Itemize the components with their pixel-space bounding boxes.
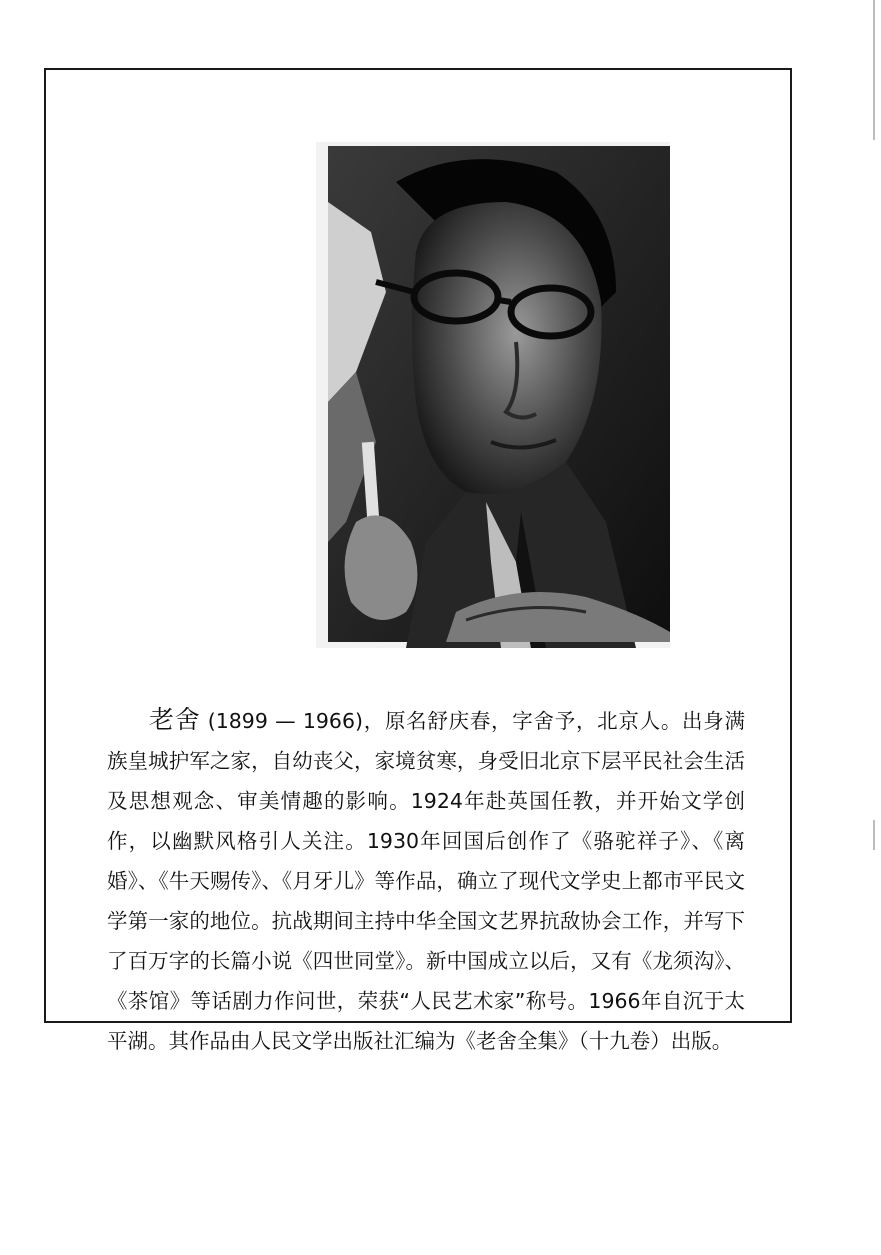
author-biography-paragraph (107, 700, 745, 1061)
author-biography-text: (1899 — 1966)，原名舒庆春，字舍予，北京人。出身满族皇城护军之家，自幼丧父，家境贫寒，身受旧北京下层平民社会生活及思想观念、审美情趣的影响。1924年赴英国任教，并开始文学创作，以幽默风格引人关注。1930年回国后创作了《骆驼祥子》、《离婚》、《牛天赐传》、《月牙儿》等作品，确立了现代文学史上都市平民文学第一家的地位。抗战期间主持中华全国文艺界抗敌协会工作，并写下了百万字的长篇小说《四世同堂》。新中国成立以后，又有《龙须沟》、《茶馆》等话剧力作问世，荣获“人民艺术家”称号。1966年自沉于太平湖。其作品由人民文学出版社汇编为《老舍全集》（十九卷）出版。 (107, 709, 745, 1053)
portrait-image (316, 142, 670, 648)
scan-edge-mark (873, 0, 875, 140)
author-name: 老舍 (149, 705, 201, 734)
scan-edge-mark (873, 820, 875, 850)
author-portrait-photo (316, 142, 670, 648)
